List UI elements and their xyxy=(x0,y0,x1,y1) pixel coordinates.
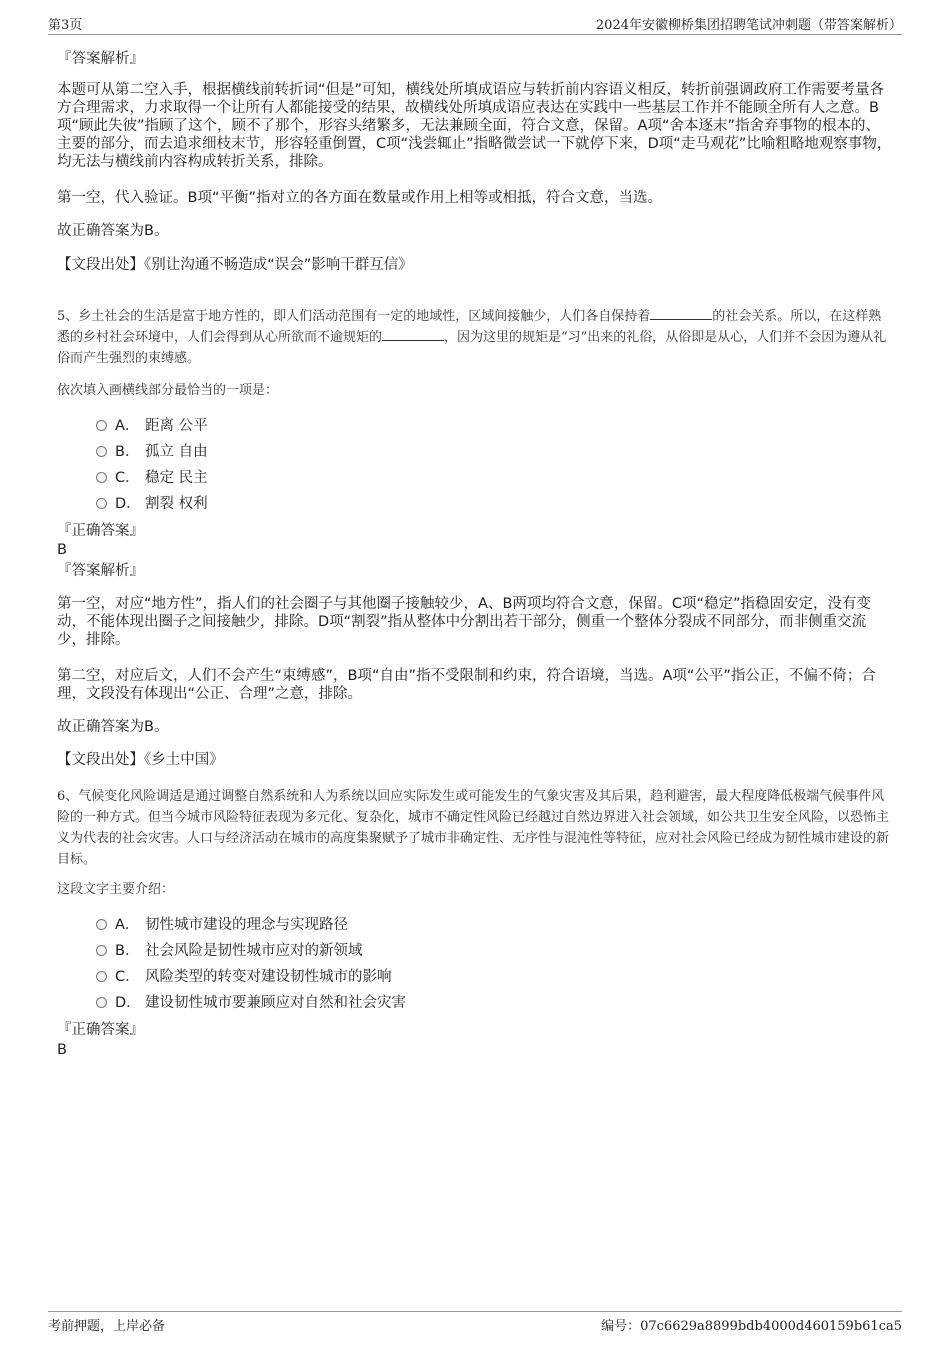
q5-answer: B xyxy=(57,542,67,558)
q4-analysis-p2: 第一空，代入验证。B项“平衡”指对立的各方面在数量或作用上相等或相抵，符合文意，当选。 xyxy=(57,190,662,206)
q5-option-b[interactable]: B． 孤立 自由 xyxy=(96,442,208,462)
q4-source: 【文段出处】《别让沟通不畅造成“误会”影响干群互信》 xyxy=(57,257,413,273)
radio-button[interactable] xyxy=(96,997,107,1008)
q4-analysis-label: 『答案解析』 xyxy=(57,51,144,67)
q6-stem: 6、气候变化风险调适是通过调整自然系统和人为系统以回应实际发生或可能发生的气象灾害及其后果，趋利避害，最大程度降低极端气候事件风险的一种方式。但当今城市风险特征表现为多元化、复杂化，城市不确定性风险已经越过自然边界进入社会领域，如公共卫生安全风险，以恐怖主义为代表的社会灾害。人口与经济活动在城市的高度集聚赋予了城市非确定性、无序性与混沌性等特征，应对社会风险已经成为韧性城市建设的新目标。 xyxy=(57,789,890,867)
page-footer xyxy=(48,1311,902,1335)
q6-option-a[interactable]: A． 韧性城市建设的理念与实现路径 xyxy=(96,915,348,935)
radio-button[interactable] xyxy=(96,472,107,483)
q6-answer: B xyxy=(57,1042,67,1058)
q5-analysis-p3: 故正确答案为B。 xyxy=(57,719,169,735)
q6-option-b[interactable]: B． 社会风险是韧性城市应对的新领域 xyxy=(96,941,363,961)
q5-analysis-label: 『答案解析』 xyxy=(57,563,144,579)
q6-option-c[interactable]: C． 风险类型的转变对建设韧性城市的影响 xyxy=(96,967,392,987)
q4-analysis-p3: 故正确答案为B。 xyxy=(57,223,169,239)
page-number: 第3页 xyxy=(48,18,83,33)
q6-prompt: 这段文字主要介绍： xyxy=(57,882,175,897)
radio-button[interactable] xyxy=(96,420,107,431)
document-title: 2024年安徽柳桥集团招聘笔试冲刺题（带答案解析） xyxy=(595,18,902,33)
radio-button[interactable] xyxy=(96,919,107,930)
radio-button[interactable] xyxy=(96,498,107,509)
radio-button[interactable] xyxy=(96,971,107,982)
q5-analysis-p2: 第二空，对应后文，人们不会产生“束缚感”，B项“自由”指不受限制和约束，符合语境，当选。A项“公平”指公正，不偏不倚；合理，文段没有体现出“公正、合理”之意，排除。 xyxy=(57,668,876,702)
q5-prompt: 依次填入画横线部分最恰当的一项是： xyxy=(57,383,279,398)
radio-button[interactable] xyxy=(96,945,107,956)
radio-button[interactable] xyxy=(96,446,107,457)
q5-source: 【文段出处】《乡土中国》 xyxy=(57,752,224,768)
page-header xyxy=(48,14,902,35)
q6-correct-label: 『正确答案』 xyxy=(57,1022,144,1038)
q5-correct-label: 『正确答案』 xyxy=(57,523,144,539)
blank-2 xyxy=(382,328,444,341)
blank-1 xyxy=(650,307,712,320)
q5-stem: 5、乡土社会的生活是富于地方性的，即人们活动范围有一定的地域性，区域间接触少，人们各自保持着 的社会关系。所以，在这样熟悉的乡村社会环境中，人们会得到从心所欲而不逾规矩的 ，因为这里的规矩是“习”出来的礼俗，从俗即是从心，人们并不会因为遵从礼俗而产生强烈的束缚感。 xyxy=(57,309,887,366)
q5-option-a[interactable]: A． 距离 公平 xyxy=(96,416,208,436)
q5-option-c[interactable]: C． 稳定 民主 xyxy=(96,468,208,488)
q5-option-d[interactable]: D． 割裂 权利 xyxy=(96,494,208,514)
q5-analysis-p1: 第一空，对应“地方性”，指人们的社会圈子与其他圈子接触较少，A、B两项均符合文意，保留。C项“稳定”指稳固安定，没有变动，不能体现出圈子之间接触少，排除。D项“割裂”指从整体中分割出若干部分，侧重一个整体分裂成不同部分，而非侧重交流少，排除。 xyxy=(57,596,872,648)
q6-option-d[interactable]: D． 建设韧性城市要兼顾应对自然和社会灾害 xyxy=(96,993,406,1013)
footer-slogan: 考前押题，上岸必备 xyxy=(48,1319,166,1334)
q4-analysis-p1: 本题可从第二空入手，根据横线前转折词“但是”可知，横线处所填成语应与转折前内容语义相反，转折前强调政府工作需要考量各方合理需求，力求取得一个让所有人都能接受的结果，故横线处所填成语应表达在实践中一些基层工作并不能顾全所有人之意。B项“顾此失彼”指顾了这个，顾不了那个，形容头绪繁多，无法兼顾全面，符合文意，保留。A项“舍本逐末”指舍弃事物的根本的、主要的部分，而去追求细枝末节，形容轻重倒置，C项“浅尝辄止”指略微尝试一下就停下来，D项“走马观花”比喻粗略地观察事物，均无法与横线前内容构成转折关系，排除。 xyxy=(57,82,892,170)
document-id: 编号：07c6629a8899bdb4000d460159b61ca5 xyxy=(601,1319,902,1334)
